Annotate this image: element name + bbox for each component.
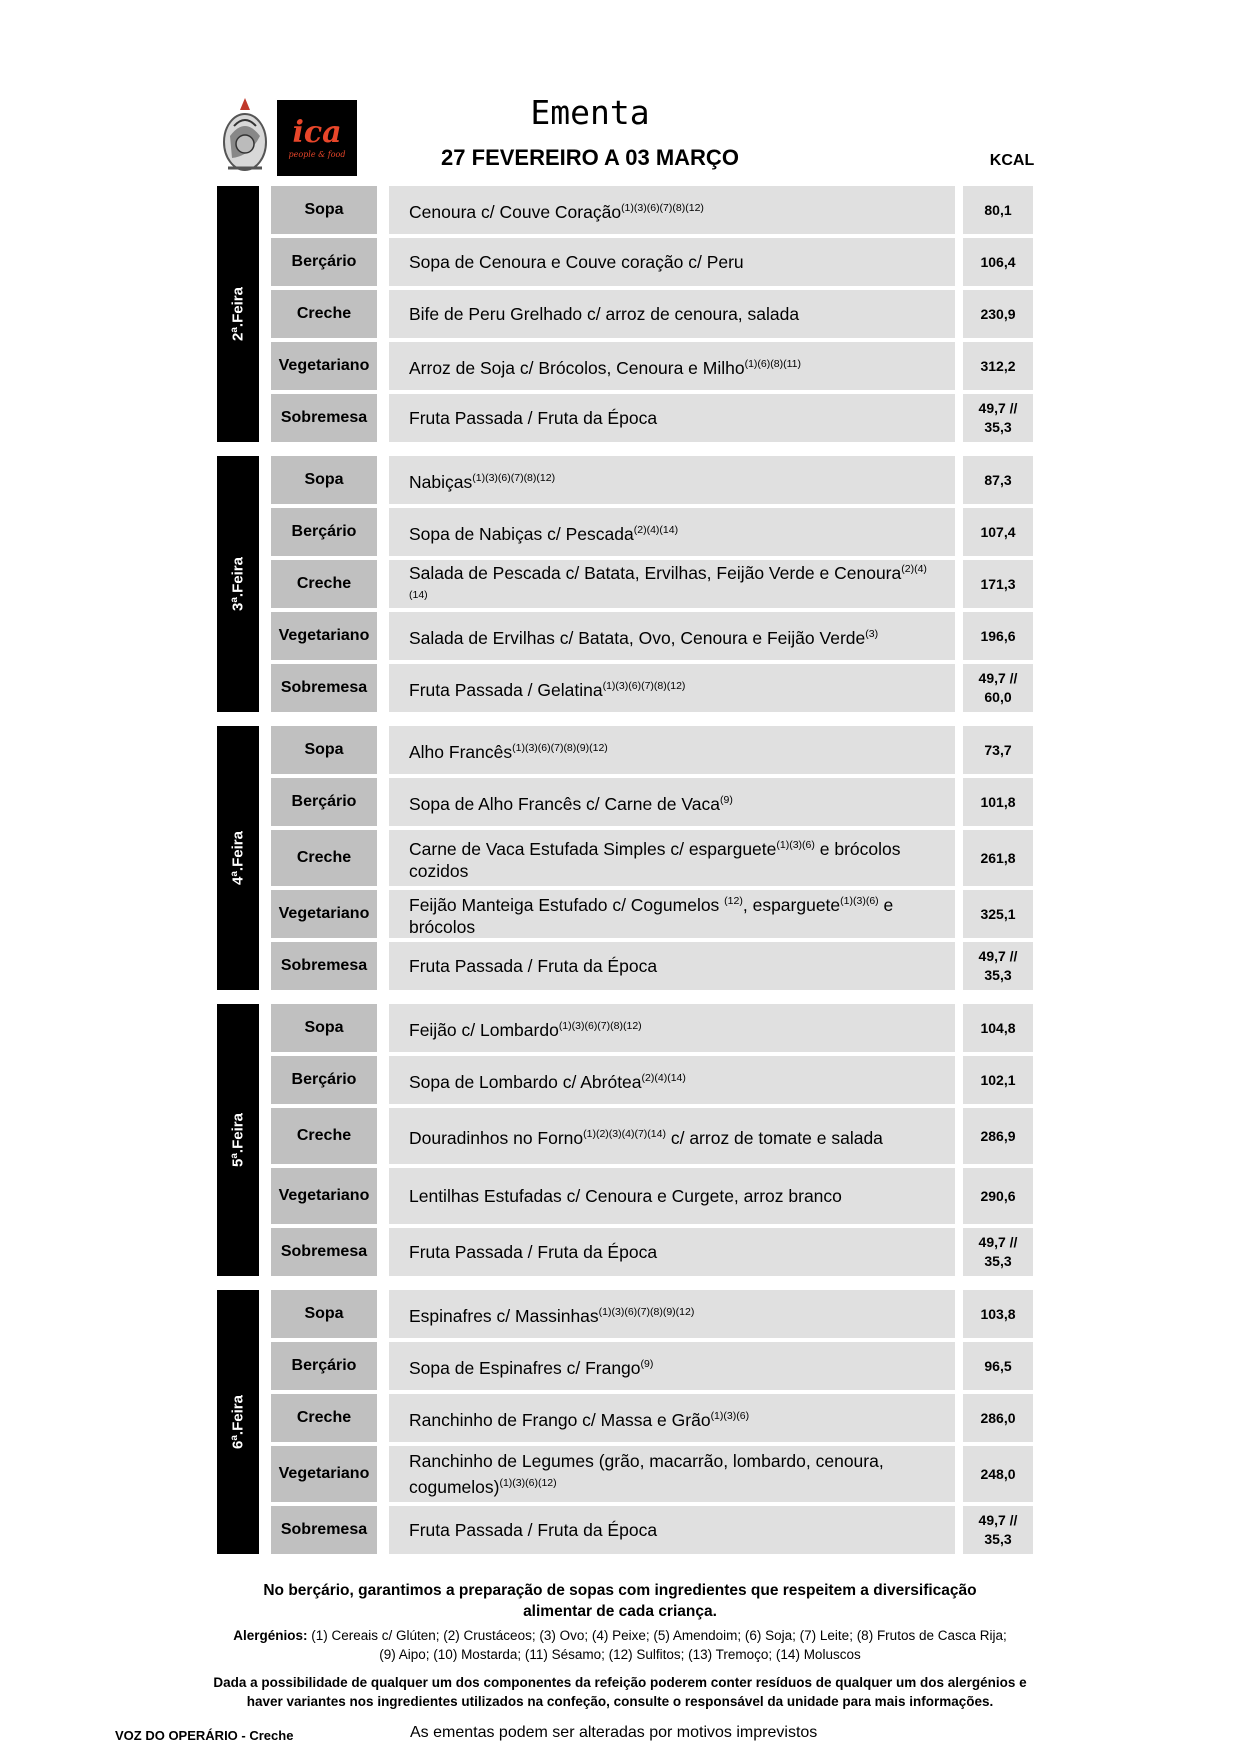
meal-category: Creche <box>271 1108 377 1164</box>
menu-row <box>271 830 1037 886</box>
menu-row <box>271 1108 1037 1164</box>
meal-category: Sobremesa <box>271 394 377 442</box>
allergens-label: Alergénios: <box>233 1628 308 1643</box>
ica-logo-text: ica <box>292 114 342 150</box>
dish-cell <box>389 1056 955 1104</box>
dish-name: Sopa de Cenoura e Couve coração c/ Peru <box>409 252 744 272</box>
page-title: Ementa <box>530 93 650 132</box>
menu-row <box>271 290 1037 338</box>
ica-logo <box>277 100 357 176</box>
meal-category: Creche <box>271 1394 377 1442</box>
day-label-text: 3ª.Feira <box>229 557 247 611</box>
dish-allergens: (1)(6)(8)(11) <box>744 358 801 371</box>
meal-category: Creche <box>271 290 377 338</box>
dish-name: Ranchinho de Frango c/ Massa e Grão <box>409 1409 711 1430</box>
dish-allergens: (1)(3)(6)(7)(8)(12) <box>602 680 686 693</box>
meal-category: Sopa <box>271 1290 377 1338</box>
dish-allergens: (1)(3)(6)(7)(8)(9)(12) <box>598 1306 695 1319</box>
dish-name: Lentilhas Estufadas c/ Cenoura e Curgete, arroz branco <box>409 1186 842 1206</box>
header <box>0 0 1240 185</box>
dish-name: Arroz de Soja c/ Brócolos, Cenoura e Milho <box>409 357 745 378</box>
dish-name: Alho Francês <box>409 741 513 762</box>
meal-category: Vegetariano <box>271 1446 377 1502</box>
meal-category: Sobremesa <box>271 664 377 712</box>
kcal-value: 96,5 <box>963 1342 1033 1390</box>
allergens-list: (1) Cereais c/ Glúten; (2) Crustáceos; (3) Ovo; (4) Peixe; (5) Amendoim; (6) Soja; (7) Leite; (8) Frutos de Casca Rija; (9) Aipo; (10) Mostarda; (11) Sésamo; (12) Sulfitos; (13) Tremoço; (14) Moluscos <box>307 1628 1007 1662</box>
kcal-value: 196,6 <box>963 612 1033 660</box>
meal-category: Berçário <box>271 508 377 556</box>
meal-category: Berçário <box>271 238 377 286</box>
menu-row <box>271 186 1037 234</box>
kcal-value: 106,4 <box>963 238 1033 286</box>
meal-category: Berçário <box>271 778 377 826</box>
dish-allergens: (1)(3)(6)(7)(8)(9)(12) <box>512 742 608 755</box>
menu-row <box>271 1446 1037 1502</box>
dish-cell <box>389 1394 955 1442</box>
day-label <box>217 726 259 990</box>
day-label-text: 5ª.Feira <box>229 1113 247 1167</box>
day-rows <box>271 186 1037 442</box>
day-rows <box>271 1004 1037 1276</box>
dish-cell <box>389 1342 955 1390</box>
menu-row <box>271 1168 1037 1224</box>
menu-row <box>271 342 1037 390</box>
menu-row <box>271 1394 1037 1442</box>
establishment-name: VOZ DO OPERÁRIO - Creche <box>115 1728 294 1743</box>
day-rows <box>271 726 1037 990</box>
dish-name: Fruta Passada / Fruta da Época <box>409 956 658 976</box>
kcal-value: 325,1 <box>963 890 1033 938</box>
meal-category: Vegetariano <box>271 890 377 938</box>
day-block <box>217 726 1037 990</box>
day-label <box>217 1290 259 1554</box>
diversity-note: No berçário, garantimos a preparação de sopas com ingredientes que respeitem a diversificação alimentar de cada criança. <box>263 1582 977 1620</box>
dish-allergens: (9) <box>640 1358 654 1371</box>
kcal-value: 312,2 <box>963 342 1033 390</box>
dish-allergens: (1)(3)(6) <box>776 839 815 852</box>
dish-name: Fruta Passada / Gelatina <box>409 679 603 700</box>
date-range: 27 FEVEREIRO A 03 MARÇO <box>441 145 739 170</box>
menu-row <box>271 664 1037 712</box>
meal-category: Sopa <box>271 1004 377 1052</box>
dish-name: Nabiças <box>409 471 473 492</box>
kcal-value: 80,1 <box>963 186 1033 234</box>
dish-cell <box>389 1168 955 1224</box>
dish-name: Sopa de Alho Francês c/ Carne de Vaca <box>409 793 720 814</box>
dish-cell <box>389 560 955 608</box>
dish-name: Sopa de Lombardo c/ Abrótea <box>409 1071 642 1092</box>
menu-row <box>271 1004 1037 1052</box>
dish-name: Salada de Ervilhas c/ Batata, Ovo, Cenoura e Feijão Verde <box>409 627 866 648</box>
menu-row <box>271 942 1037 990</box>
menu-row <box>271 456 1037 504</box>
day-label <box>217 456 259 712</box>
menu-row <box>271 394 1037 442</box>
dish-name: Espinafres c/ Massinhas <box>409 1305 599 1326</box>
dish-allergens: (3) <box>865 628 879 641</box>
day-block <box>217 456 1037 712</box>
dish-name: Salada de Pescada c/ Batata, Ervilhas, Feijão Verde e Cenoura <box>409 563 902 583</box>
meal-category: Sobremesa <box>271 942 377 990</box>
dish-allergens: (2)(4)(14) <box>633 524 679 537</box>
dish-allergens: (1)(2)(3)(4)(7)(14) <box>583 1128 666 1141</box>
meal-category: Creche <box>271 830 377 886</box>
day-block <box>217 186 1037 442</box>
kcal-value: 49,7 // 35,3 <box>963 942 1033 990</box>
day-label-text: 2ª.Feira <box>229 287 247 341</box>
menu-row <box>271 1228 1037 1276</box>
dish-cell <box>389 664 955 712</box>
day-rows <box>271 456 1037 712</box>
kcal-value: 49,7 // 35,3 <box>963 1228 1033 1276</box>
kcal-value: 290,6 <box>963 1168 1033 1224</box>
dish-cell <box>389 290 955 338</box>
kcal-value: 102,1 <box>963 1056 1033 1104</box>
dish-name: Ranchinho de Legumes (grão, macarrão, lombardo, cenoura, cogumelos) <box>409 1451 884 1497</box>
dish-name: Cenoura c/ Couve Coração <box>409 201 622 222</box>
kcal-value: 49,7 // 60,0 <box>963 664 1033 712</box>
dish-name-continued: c/ arroz de tomate e salada <box>665 1127 883 1148</box>
dish-allergens: (1)(3)(6)(12) <box>499 1477 557 1490</box>
kcal-value: 73,7 <box>963 726 1033 774</box>
dish-cell <box>389 1004 955 1052</box>
meal-category: Sobremesa <box>271 1228 377 1276</box>
dish-name-continued: e brócolos <box>409 894 894 937</box>
day-label-text: 4ª.Feira <box>229 831 247 885</box>
kcal-value: 171,3 <box>963 560 1033 608</box>
meal-category: Sobremesa <box>271 1506 377 1554</box>
allergens-legend <box>230 1626 1010 1664</box>
dish-cell <box>389 456 955 504</box>
dish-name: Fruta Passada / Fruta da Época <box>409 408 658 428</box>
dish-cell <box>389 612 955 660</box>
dish-name-continued: , esparguete <box>742 894 841 915</box>
day-label-text: 6ª.Feira <box>229 1395 247 1449</box>
dish-name: Fruta Passada / Fruta da Época <box>409 1242 658 1262</box>
menu-row <box>271 560 1037 608</box>
dish-allergens: (1)(3)(6)(7)(8)(12) <box>558 1020 642 1033</box>
dish-name: Carne de Vaca Estufada Simples c/ esparguete <box>409 838 777 859</box>
dish-cell <box>389 942 955 990</box>
dish-allergens: (9) <box>719 794 733 807</box>
dish-name: Feijão c/ Lombardo <box>409 1019 559 1040</box>
menu-row <box>271 1506 1037 1554</box>
dish-allergens: (2)(4)(14) <box>409 563 927 601</box>
ica-logo-tagline: people & food <box>288 149 346 159</box>
dish-name: Feijão Manteiga Estufado c/ Cogumelos <box>409 894 725 915</box>
dish-cell <box>389 186 955 234</box>
dish-cell <box>389 1290 955 1338</box>
dish-allergens: (1)(3)(6)(7)(8)(12) <box>472 472 556 485</box>
day-rows <box>271 1290 1037 1554</box>
menu-row <box>271 1342 1037 1390</box>
kcal-value: 248,0 <box>963 1446 1033 1502</box>
menu-row <box>271 778 1037 826</box>
kcal-value: 286,0 <box>963 1394 1033 1442</box>
change-notice: As ementas podem ser alteradas por motivos imprevistos <box>410 1724 818 1741</box>
kcal-value: 286,9 <box>963 1108 1033 1164</box>
kcal-column-header: KCAL <box>989 152 1035 169</box>
dish-name: Bife de Peru Grelhado c/ arroz de cenoura, salada <box>409 304 800 324</box>
dish-name: Fruta Passada / Fruta da Época <box>409 1520 658 1540</box>
dish-name: Sopa de Espinafres c/ Frango <box>409 1357 641 1378</box>
meal-category: Sopa <box>271 186 377 234</box>
dish-cell <box>389 508 955 556</box>
dish-name: Sopa de Nabiças c/ Pescada <box>409 523 634 544</box>
dish-allergens: (1)(3)(6)(7)(8)(12) <box>621 202 704 215</box>
meal-category: Berçário <box>271 1342 377 1390</box>
menu-row <box>271 890 1037 938</box>
kcal-value: 101,8 <box>963 778 1033 826</box>
allergen-warning: Dada a possibilidade de qualquer um dos componentes da refeição poderem conter resíduos de qualquer um dos alergénios e haver variantes nos ingredientes utilizados na confeção, consulte o responsável da unidade para mais informações. <box>213 1675 1027 1709</box>
kcal-value: 49,7 // 35,3 <box>963 1506 1033 1554</box>
dish-name-continued: e brócolos cozidos <box>409 838 901 881</box>
day-label <box>217 186 259 442</box>
kcal-value: 104,8 <box>963 1004 1033 1052</box>
dish-name: Douradinhos no Forno <box>409 1127 584 1148</box>
meal-category: Creche <box>271 560 377 608</box>
kcal-value: 107,4 <box>963 508 1033 556</box>
day-block <box>217 1004 1037 1276</box>
menu-row <box>271 238 1037 286</box>
menu-row <box>271 726 1037 774</box>
dish-cell <box>389 726 955 774</box>
seal-logo-icon <box>220 96 270 176</box>
dish-allergens: (2)(4)(14) <box>641 1072 686 1085</box>
meal-category: Berçário <box>271 1056 377 1104</box>
meal-category: Sopa <box>271 726 377 774</box>
dish-allergens: (1)(3)(6) <box>840 895 879 908</box>
kcal-value: 49,7 // 35,3 <box>963 394 1033 442</box>
dish-cell <box>389 1446 955 1502</box>
dish-allergens: (12) <box>724 895 743 908</box>
day-label <box>217 1004 259 1276</box>
dish-cell <box>389 1108 955 1164</box>
menu-days <box>217 186 1037 1568</box>
kcal-value: 230,9 <box>963 290 1033 338</box>
dish-cell <box>389 830 955 886</box>
dish-cell <box>389 238 955 286</box>
meal-category: Sopa <box>271 456 377 504</box>
menu-row <box>271 508 1037 556</box>
kcal-value: 87,3 <box>963 456 1033 504</box>
dish-cell <box>389 890 955 938</box>
menu-row <box>271 1290 1037 1338</box>
dish-cell <box>389 1506 955 1554</box>
menu-row <box>271 1056 1037 1104</box>
dish-cell <box>389 342 955 390</box>
meal-category: Vegetariano <box>271 612 377 660</box>
kcal-value: 261,8 <box>963 830 1033 886</box>
day-block <box>217 1290 1037 1554</box>
meal-category: Vegetariano <box>271 1168 377 1224</box>
dish-cell <box>389 1228 955 1276</box>
dish-allergens: (1)(3)(6) <box>710 1410 750 1423</box>
meal-category: Vegetariano <box>271 342 377 390</box>
dish-cell <box>389 778 955 826</box>
kcal-value: 103,8 <box>963 1290 1033 1338</box>
dish-cell <box>389 394 955 442</box>
menu-row <box>271 612 1037 660</box>
